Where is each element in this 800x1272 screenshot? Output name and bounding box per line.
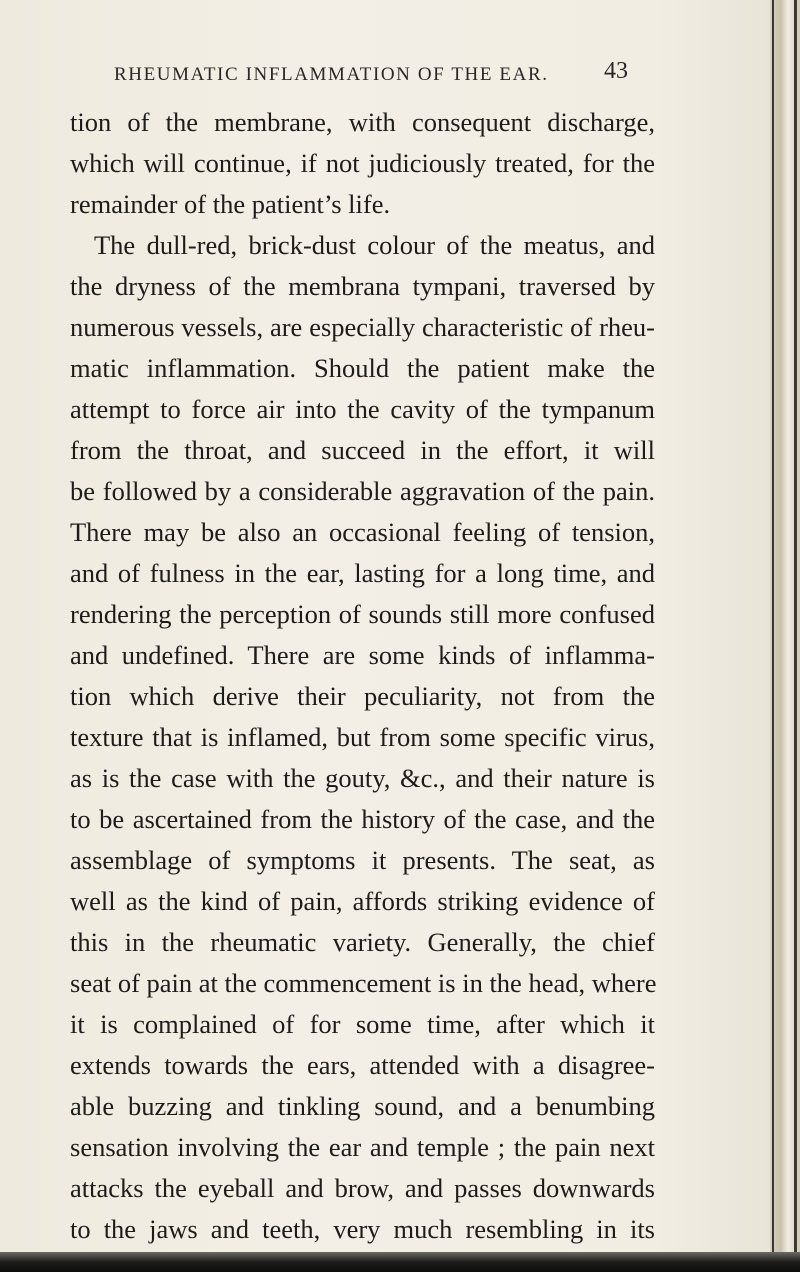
text-line: be followed by a considerable aggravation of the pain. <box>70 476 655 506</box>
book-binding-edge <box>770 0 800 1272</box>
text-line: it is complained of for some time, after which it <box>70 1009 655 1039</box>
text-line: remainder of the patient’s life. <box>70 189 391 219</box>
text-line: attempt to force air into the cavity of the tympanum <box>70 394 655 424</box>
text-line: sensation involving the ear and temple ; the pain next <box>70 1132 655 1162</box>
text-line: tion which derive their peculiarity, not from the <box>70 681 655 711</box>
text-line: the dryness of the membrana tympani, traversed by <box>70 271 655 301</box>
text-line: as is the case with the gouty, &c., and their nature is <box>70 763 655 793</box>
binding-line <box>794 0 797 1272</box>
text-line: and of fulness in the ear, lasting for a long time, and <box>70 558 655 588</box>
page-bottom-edge <box>0 1252 800 1272</box>
body-text <box>70 102 655 1250</box>
text-line: extends towards the ears, attended with a disagree- <box>70 1050 655 1080</box>
text-line: and undefined. There are some kinds of inflamma- <box>70 640 655 670</box>
text-line: tion of the membrane, with consequent discharge, <box>70 107 655 137</box>
text-line: assemblage of symptoms it presents. The seat, as <box>70 845 655 875</box>
text-line: to the jaws and teeth, very much resembling in its <box>70 1214 655 1244</box>
text-line: from the throat, and succeed in the effort, it will <box>70 435 655 465</box>
text-line: texture that is inflamed, but from some specific virus, <box>70 722 655 752</box>
running-head <box>114 58 714 88</box>
binding-line <box>772 0 774 1272</box>
text-line: There may be also an occasional feeling of tension, <box>70 517 655 547</box>
text-line: able buzzing and tinkling sound, and a benumbing <box>70 1091 655 1121</box>
text-line: which will continue, if not judiciously treated, for the <box>70 148 655 178</box>
text-line: matic inflammation. Should the patient make the <box>70 353 655 383</box>
text-line: rendering the perception of sounds still more confused <box>70 599 655 629</box>
text-line: The dull-red, brick-dust colour of the meatus, and <box>94 230 655 260</box>
text-line: seat of pain at the commencement is in the head, where <box>70 968 657 998</box>
page-number: 43 <box>604 58 628 84</box>
running-title: RHEUMATIC INFLAMMATION OF THE EAR. <box>114 64 549 85</box>
text-line: well as the kind of pain, affords striking evidence of <box>70 886 655 916</box>
text-line: numerous vessels, are especially characteristic of rheu- <box>70 312 655 342</box>
text-line: attacks the eyeball and brow, and passes downwards <box>70 1173 655 1203</box>
text-line: this in the rheumatic variety. Generally, the chief <box>70 927 655 957</box>
text-line: to be ascertained from the history of the case, and the <box>70 804 655 834</box>
